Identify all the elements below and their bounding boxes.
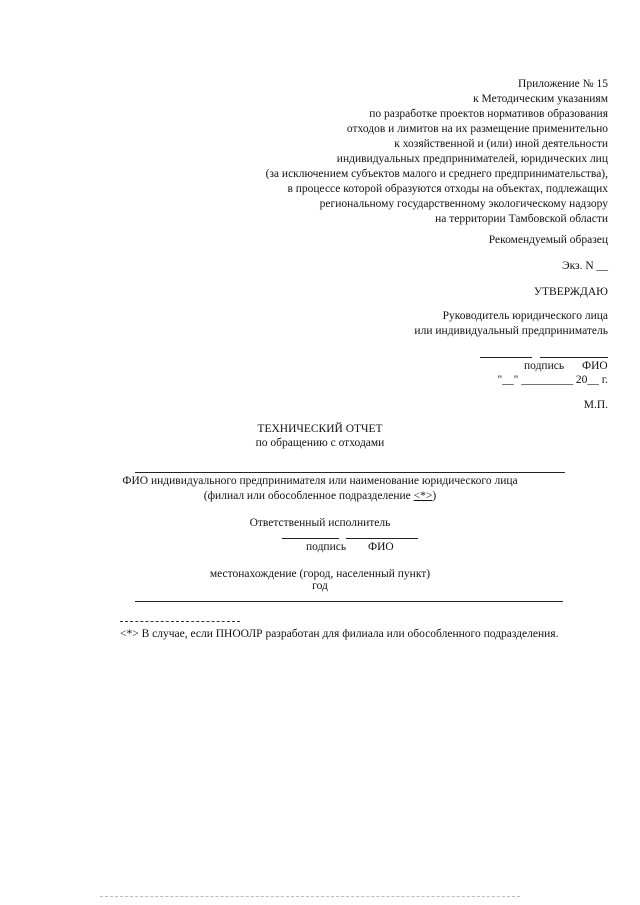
copy-number: Экз. N __: [562, 260, 608, 272]
executor-name-label: ФИО: [368, 541, 394, 553]
entity-name-line: [135, 472, 565, 473]
entity-branch-label: [0, 490, 640, 502]
location-line: [135, 601, 563, 602]
stamp-placeholder: М.П.: [583, 399, 608, 411]
executor-name-line: [346, 538, 418, 539]
entity-branch-prefix: (филиал или обособленное подразделение: [203, 490, 414, 502]
head-title-line-1: Руководитель юридического лица: [442, 310, 608, 322]
appendix-line-5: к хозяйственной и (или) иной деятельности: [394, 138, 608, 150]
executor-signature-line: [282, 538, 339, 539]
location-label: местонахождение (город, населенный пункт): [209, 568, 431, 580]
executor-title: Ответственный исполнитель: [249, 517, 391, 529]
head-name-label: ФИО: [582, 360, 608, 372]
appendix-line-1: Приложение № 15: [518, 78, 608, 90]
document-title: ТЕХНИЧЕСКИЙ ОТЧЕТ: [257, 423, 383, 435]
head-name-line: [540, 357, 608, 358]
recommended-sample: Рекомендуемый образец: [488, 234, 608, 246]
appendix-line-10: на территории Тамбовской области: [435, 213, 608, 225]
executor-signature-label: подпись: [306, 541, 347, 553]
entity-branch-suffix: ): [432, 490, 437, 502]
head-title-line-2: или индивидуальный предприниматель: [414, 325, 608, 337]
approval-date: "__" _________ 20__ г.: [497, 374, 608, 386]
appendix-line-8: в процессе которой образуются отходы на объектах, подлежащих: [287, 183, 608, 195]
appendix-line-2: к Методическим указаниям: [473, 93, 608, 105]
appendix-line-6: индивидуальных предпринимателей, юридических лиц: [336, 153, 608, 165]
appendix-line-4: отходов и лимитов на их размещение применительно: [346, 123, 608, 135]
document-subtitle: по обращению с отходами: [255, 437, 385, 449]
year-label: год: [312, 580, 328, 592]
head-signature-line: [480, 357, 532, 358]
head-signature-label: подпись: [524, 360, 565, 372]
footnote-reference: <*>: [413, 490, 433, 502]
approve-heading: УТВЕРЖДАЮ: [533, 286, 608, 298]
appendix-line-7: (за исключением субъектов малого и среднего предпринимательства),: [265, 168, 608, 180]
footnote-text: <*> В случае, если ПНООЛР разработан для филиала или обособленного подразделения.: [120, 628, 559, 640]
appendix-line-3: по разработке проектов нормативов образования: [369, 108, 608, 120]
scan-edge-artifact: [100, 896, 520, 897]
entity-name-label: ФИО индивидуального предпринимателя или наименование юридического лица: [122, 475, 518, 487]
appendix-line-9: региональному государственному экологическому надзору: [319, 198, 608, 210]
footnote-separator: [120, 621, 240, 622]
